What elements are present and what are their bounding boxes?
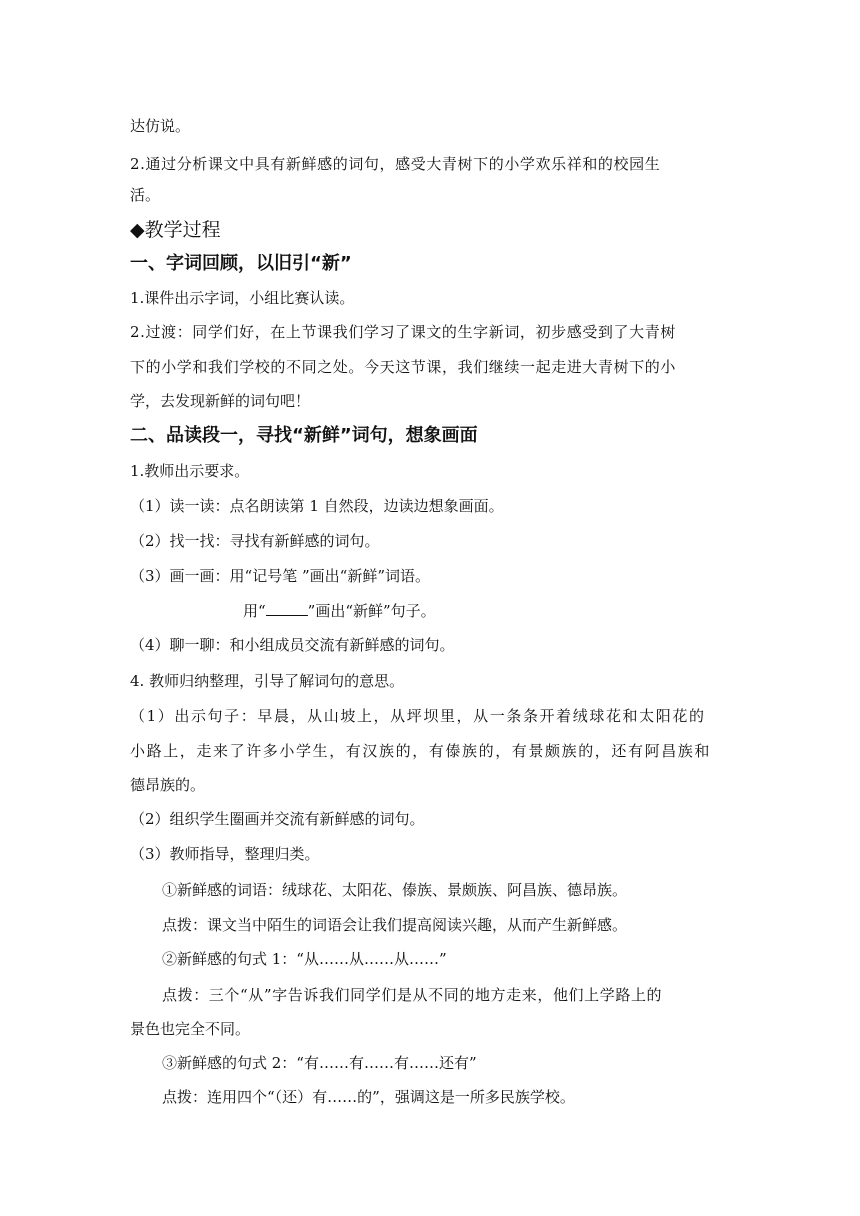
part-2-step-1-underline-instruction [243,601,436,621]
paragraph-goal-2-line-2: 活。 [130,186,161,204]
sentence-pattern-1-tip-line-1: 点拨：三个“从”字告诉我们同学们是从不同的地方走来，他们上学路上的 [162,986,663,1004]
fresh-words-item: ①新鲜感的词语：绒球花、太阳花、傣族、景颇族、阿昌族、德昂族。 [162,881,628,899]
paragraph-goal-1-continued: 达仿说。 [130,117,191,135]
part-2-step-4-circle: （2）组织学生圈画并交流有新鲜感的词句。 [130,810,425,828]
part-2-step-1-read: （1）读一读：点名朗读第 1 自然段，边读边想象画面。 [130,497,504,515]
part-2-step-4-guide: （3）教师指导，整理归类。 [130,845,320,863]
underline-instruction-prefix: 用“ [243,602,266,620]
part-2-step-1-discuss: （4）聊一聊：和小组成员交流有新鲜感的词句。 [130,636,455,654]
example-sentence-line-3: 德昂族的。 [130,776,206,794]
sentence-pattern-1-item: ②新鲜感的句式 1：“从……从……从……” [162,950,447,968]
part-1-step-2-line-2: 下的小学和我们学校的不同之处。今天这节课，我们继续一起走进大青树下的小 [130,358,677,376]
sentence-pattern-2-tip: 点拨：连用四个“（还）有……的”，强调这是一所多民族学校。 [162,1088,575,1106]
sentence-pattern-1-tip-line-2: 景色也完全不同。 [130,1020,251,1038]
example-sentence-line-2: 小路上，走来了许多小学生，有汉族的，有傣族的，有景颇族的，还有阿昌族和 [130,742,712,760]
heading-part-2: 二、品读段一，寻找“新鲜”词句，想象画面 [130,425,478,446]
part-2-step-1-find: （2）找一找：寻找有新鲜感的词句。 [130,532,380,550]
part-1-step-1: 1.课件出示字词，小组比赛认读。 [130,289,355,307]
sentence-pattern-2-item: ③新鲜感的句式 2：“有……有……有……还有” [162,1054,477,1072]
paragraph-goal-2-line-1: 2.通过分析课文中具有新鲜感的词句，感受大青树下的小学欢乐祥和的校园生 [130,155,661,173]
part-2-step-1: 1.教师出示要求。 [130,462,250,480]
part-2-step-4: 4. 教师归纳整理，引导了解词句的意思。 [130,672,405,690]
part-2-step-1-mark: （3）画一画：用“记号笔 ”画出“新鲜”词语。 [130,567,430,585]
example-sentence-line-1: （1）出示句子：早晨，从山坡上，从坪坝里，从一条条开着绒球花和太阳花的 [130,707,706,725]
underline-instruction-suffix: ”画出“新鲜”句子。 [307,602,436,620]
part-1-step-2-line-1: 2.过渡：同学们好，在上节课我们学习了课文的生字新词，初步感受到了大青树 [130,323,676,341]
fresh-words-tip: 点拨：课文当中陌生的词语会让我们提高阅读兴趣，从而产生新鲜感。 [162,916,628,934]
section-title-teaching-process: ◆教学过程 [130,219,221,241]
underline-sample-blank [266,603,308,616]
part-1-step-2-line-3: 学，去发现新鲜的词句吧！ [130,392,311,410]
heading-part-1: 一、字词回顾，以旧引“新” [130,253,352,274]
